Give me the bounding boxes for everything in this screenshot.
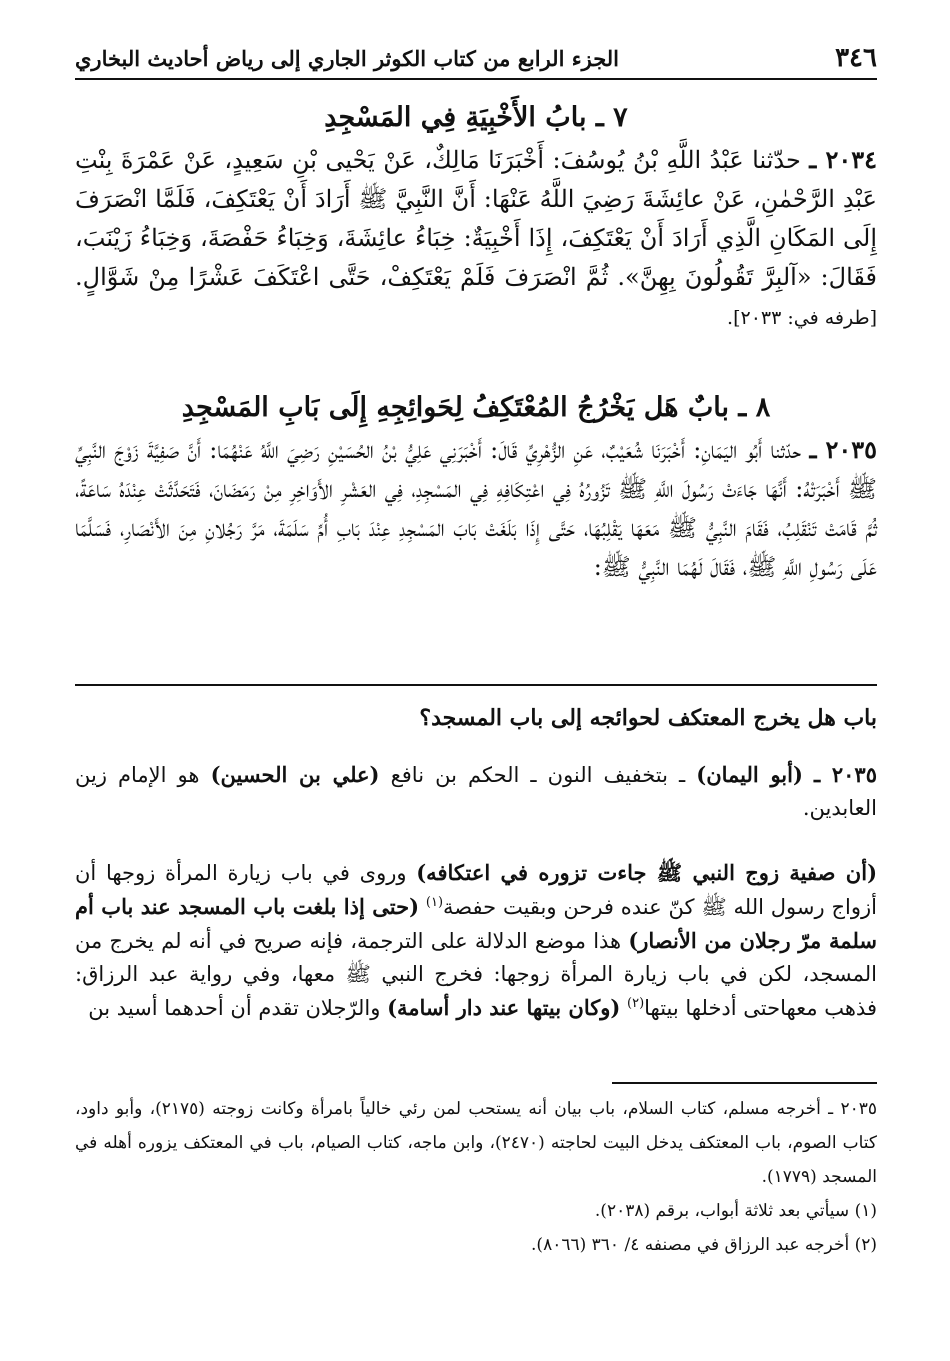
chapter-title: ٨ ـ بابٌ هَل يَخْرُجُ المُعْتَكِفُ لِحَوائِجِهِ إِلَى بَابِ المَسْجِدِ	[181, 392, 771, 423]
book-page	[75, 0, 877, 1361]
chapter-8	[75, 386, 877, 587]
footnote-2: (٢) أخرجه عبد الرزاق في مصنفه ٤/ ٣٦٠ (٨٠٦٦).	[531, 1235, 877, 1255]
chapter-7	[75, 96, 877, 338]
commentary-text: والرّجلان تقدم أن أحدهما أسيد بن	[88, 996, 381, 1020]
footnote-separator	[612, 1082, 877, 1084]
footnote-ref[interactable]: (٢)	[627, 996, 645, 1011]
hadith-body: حدّثنا عَبْدُ اللَّهِ بْنُ يُوسُفَ: أَخْبَرَنَا مَالِكٌ، عَنْ يَحْيى بْنِ سَعِيدٍ، عَنْ عَمْرَةَ بِنْتِ عَبْدِ الرَّحْمٰنِ، عَنْ عائِشَةَ رَضِيَ اللَّهُ عَنْهَا: أَنَّ النَّبِيَّ ﷺ أَرَادَ أَنْ يَعْتَكِفَ، فَلَمَّا انْصَرَفَ إِلَى المَكَانِ الَّذِي أَرَادَ أَنْ يَعْتَكِفَ، إِذَا أَخْبِيَةٌ: خِبَاءُ عائِشَةَ، وَخِبَاءُ حَفْصَةَ، وَخِبَاءُ زَيْنَبَ، فَقَالَ: «آلبِرَّ تَقُولُونَ بِهِنَّ». ثُمَّ انْصَرَفَ فَلَمْ يَعْتَكِفْ، حَتَّى اعْتَكَفَ عَشْرًا مِنْ شَوَّالٍ.	[75, 146, 877, 291]
quoted-phrase: (حتى إذا بلغت باب المسجد عند باب أم سلمة مرّ رجلان من الأنصار)	[75, 894, 877, 953]
commentary-text: وروى في باب زيارة المرأة زوجها أن أزواج رسول الله ﷺ كنّ عنده فرحن وبقيت حفصة	[75, 861, 877, 919]
commentary-paragraph	[75, 758, 877, 825]
text-commentary-divider	[75, 684, 877, 686]
commentary-text: ـ بتخفيف النون ـ الحكم بن نافع	[390, 763, 686, 787]
page-header	[75, 38, 877, 80]
page-number: ٣٤٦	[835, 43, 877, 73]
quoted-phrase: (وكان بيتها عند دار أسامة)	[387, 995, 621, 1020]
quoted-phrase: (أن صفية زوج النبي ﷺ جاءت تزوره في اعتكافه)	[416, 860, 878, 885]
footnotes	[75, 1092, 877, 1262]
hadith-number: ٢٠٣٥ ـ	[809, 435, 877, 464]
footnote-ref[interactable]: (١)	[425, 895, 444, 910]
commentary-paragraph	[75, 856, 877, 1025]
commentary-title: باب هل يخرج المعتكف لحوائجه إلى باب المسجد؟	[419, 705, 877, 731]
quoted-phrase: (علي بن الحسين)	[210, 762, 380, 787]
footnote-1: (١) سيأتي بعد ثلاثة أبواب، برقم (٢٠٣٨).	[594, 1201, 877, 1221]
hadith-cross-reference: [طرفه في: ٢٠٣٣].	[727, 307, 877, 329]
commentary-number: ٢٠٣٥ ـ	[814, 762, 877, 787]
footnote-main: ٢٠٣٥ ـ أخرجه مسلم، كتاب السلام، باب بيان أنه يستحب لمن رئي خالياً بامرأة وكانت زوجته (٢١٧٥)، وأبو داود، كتاب الصوم، باب المعتكف يدخل البيت لحاجته (٢٤٧٠)، وابن ماجه، كتاب الصيام، باب في المعتكف يزوره أهله في المسجد (١٧٧٩).	[75, 1099, 878, 1187]
running-title: الجزء الرابع من كتاب الكوثر الجاري إلى رياض أحاديث البخاري	[75, 45, 619, 71]
hadith-number: ٢٠٣٤ ـ	[809, 145, 877, 174]
hadith-2035	[75, 430, 877, 587]
chapter-title: ٧ ـ بابُ الأَخْبِيَةِ فِي المَسْجِدِ	[324, 102, 628, 133]
commentary-text: هذا موضع الدلالة على الترجمة، فإنه صريح في أنه لم يخرج من المسجد، لكن في باب زيارة المرأة زوجها: فخرج النبي ﷺ معها، وفي رواية عبد الرزاق: فذهب معهاحتى أدخلها بيتها	[75, 929, 877, 1020]
commentary-text: هو الإمام زين العابدين.	[75, 763, 877, 820]
hadith-body: حدّثنا أَبُو اليَمَانِ: أَخْبَرَنَا شُعَيْبٌ، عَنِ الزُّهْرِيِّ قَالَ: أَخْبَرَنِي عَلِيُّ بْنُ الحُسَيْنِ رَضِيَ اللَّهُ عَنْهُمَا: أَنَّ صَفِيَّةَ زَوْجَ النَّبِيِّ ﷺ أَخْبَرَتْهُ: أَنَّهَا جَاءَتْ رَسُولَ اللَّهِ ﷺ تَزُورُهُ فِي اعْتِكَافِهِ فِي المَسْجِدِ، فِي العَشْرِ الأَوَاخِرِ مِنْ رَمَضَانَ، فَتَحَدَّثَتْ عِنْدَهُ سَاعَةً، ثُمَّ قَامَتْ تَنْقَلِبُ، فَقَامَ النَّبِيُّ ﷺ مَعَهَا يَقْلِبُهَا، حَتَّى إِذَا بَلَغَتْ بَابَ المَسْجِدِ عِنْدَ بَابِ أُمِّ سَلَمَةَ، مَرَّ رَجُلانِ مِنَ الأَنْصَارِ، فَسَلَّمَا عَلَى رَسُولِ اللَّهِ ﷺ، فَقَالَ لَهُمَا النَّبِيُّ ﷺ:	[75, 436, 877, 581]
hadith-2034	[75, 140, 877, 338]
quoted-phrase: (أبو اليمان)	[696, 762, 803, 787]
